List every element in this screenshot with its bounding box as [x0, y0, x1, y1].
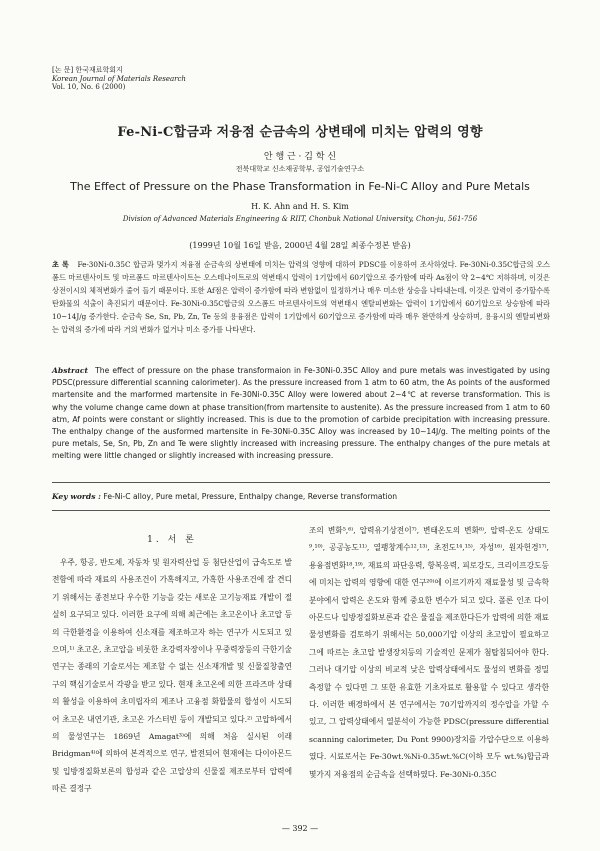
abstract-english-text: The effect of pressure on the phase transformaion in Fe-30Ni-0.35C Alloy and pure metals was investigated by using PDSC(pressure differential scanning calorimeter). As the pressure increased from 1 atm to 60 atm, the As points of the ausformed martensite and the marformed martensite in Fe-30Ni-0.35C Alloy were lowered about 2~4℃ at reverse transformation. This is why the volume change came down at phase transition(from martensite to austenite). As the pressure increased from 1 atm to 60 atm, Af points were constant or slightly increased. This is due to the promotion of carbide precipitation with increasing pressure. The enthalpy change of the ausformed martensite in Fe-30Ni-0.35C Alloy was increased by 10~14J/g. The melting points of the pure metals, Se, Sn, Pb, Zn and Te were slightly increased with increasing pressure. The enthalpy changes of the pure metals at melting were little changed or slightly increased with increasing pressure.: [52, 366, 550, 461]
keywords-bottom-divider: [52, 510, 550, 511]
keywords-top-divider: [52, 482, 550, 483]
keywords-label: Key words :: [52, 492, 101, 501]
title-english: The Effect of Pressure on the Phase Transformation in Fe-Ni-C Alloy and Pure Metals: [70, 180, 530, 193]
authors-english: H. K. Ahn and H. S. Kim: [251, 202, 349, 211]
abstract-korean-text: Fe-30Ni-0.35C 합금과 몇가지 저융점 순금속의 상변태에 미치는 압력의 영향에 대하여 PDSC를 이용하여 조사하였다. Fe-30Ni-0.35C합금의 오스폼드 마르텐사이트 및 마르폼드 마르텐사이트는 오스테나이트로의 역변태시 압력이 1기압에서 60기압으로 증가함에 따라 As점이 약 2~4℃ 저하하며, 이것은 상전이시의 체적변화가 줄어 들기 때문이다. 또한 Af점은 압력이 증가함에 따라 변함없이 일정하거나 매우 미소한 상승을 나타내는데, 이것은 압력이 증가할수록 탄화물의 석출이 촉진되기 때문이다. Fe-30Ni-0.35C합금의 오스폼드 마르텐사이트의 역변태시 엔탈피변화는 압력이 1기압에서 60기압으로 상승함에 따라 10~14J/g 증가한다. 순금속 Se, Sn, Pb, Zn, Te 등의 용융점은 압력이 1기압에서 60기압으로 증가함에 따라 매우 완만하게 상승하며, 용융시의 엔탈피변화는 압력의 증가에 따라 거의 변화가 없거나 미소 증가를 나타낸다.: [52, 260, 550, 334]
affiliation-korean: 전북대학교 신소재공학부, 공업기술연구소: [235, 165, 365, 173]
page-number: — 392 —: [281, 824, 319, 833]
journal-volume: Vol. 10, No. 6 (2000): [52, 83, 126, 92]
journal-tag: [논 문] 한국재료학회지: [52, 66, 123, 74]
abstract-english: [52, 365, 550, 463]
body-paragraph: 조의 변화⁵,⁶⁾, 압력유기상전이⁷⁾, 변태온도의 변화⁸⁾, 압력-온도 상태도⁹,¹⁰⁾, 공공농도¹¹⁾, 열팽창계수¹²,¹³⁾, 초전도¹⁴,¹⁵⁾, 자성¹⁶⁾, 원자헌경¹⁷⁾, 용융점변화¹⁸,¹⁹⁾, 재료의 파단응력, 항복응력, 피로강도, 크리이프강도등에 미치는 압력의 영향에 대한 연구²⁰⁾에 이르기까지 재료물성 및 금속학분야에서 압력은 온도와 함께 중요한 변수가 되고 있다. 폴론 인조 다이아몬드나 입방정질화보론과 같은 물질을 제조한다든가 압력에 의한 재료물성변화를 검토하기 위해서는 50,000기압 이상의 초고압이 필요하고 그에 따르는 초고압 발생장치등의 기술적인 문제가 첨탑침되어야 한다. 그러나 대기압 이상의 비교적 낮은 압력상태에서도 물성의 변화를 정밀 측정할 수 있다면 그 또한 유효한 기초자료로 활용할 수 있다고 생각한다. 이러한 배경하에서 본 연구에서는 70기압까지의 정수압을 가할 수 있고, 그 압력상태에서 열분석이 가능한 PDSC(pressure differential scanning calorimeter, Du Pont 9900)장치를 가압수단으로 이용하였다. 시료로서는 Fe-30wt.%Ni-0.35wt.%C(이하 모두 wt.%)합금과 몇가지 저융점의 순금속을 선택하였다. Fe-30Ni-0.35C: [309, 526, 549, 779]
abstract-korean: [52, 258, 550, 336]
body-paragraph: 우주, 항공, 반도체, 자동차 및 원자력산업 등 첨단산업이 급속도로 발전함에 따라 재료의 사용조건이 가혹해지고, 가혹한 사용조건에 잘 견디기 위해서는 종전보다 우수한 기능을 갖는 새로운 고기능재료 개발이 절실히 요구되고 있다. 이러한 요구에 의해 최근에는 초고온이나 초고압 등의 극한환경을 이용하여 신소재를 제조하고자 하는 연구가 시도되고 있으며,¹⁾ 초고온, 초고압을 비롯한 초강력자장이나 무중력장등의 극한기술 연구는 종래의 기술로서는 제조할 수 없는 신소재개발 및 신물질창출연구의 핵심기술로서 각광을 받고 있다. 현재 초고온에 의한 프라즈마 상태의 활성을 이용하여 초미립자의 제조나 고융점 화합물의 합성이 시도되어 초고온 내연기관, 초고온 가스터빈 등이 개발되고 있다.²⁾ 고압하에서의 물성연구는 1869년 Amagat³⁾에 의해 처음 실시된 이래 Bridgman⁴⁾에 의하여 본격적으로 연구, 발전되어 현재에는 다이아몬드 및 입방정질화보론의 합성과 같은 고압상의 신물질 제조로부터 압력에 따른 결정구: [52, 558, 292, 794]
section-heading-introduction: 1. 서 론: [147, 535, 197, 545]
abstract-korean-label: 초 록: [52, 260, 69, 269]
abstract-english-label: Abstract: [52, 366, 89, 375]
body-column-left: [52, 522, 292, 798]
journal-header: [52, 66, 186, 92]
keywords: [52, 492, 550, 501]
body-column-right: [309, 522, 549, 783]
affiliation-english: Division of Advanced Materials Engineering & RIIT, Chonbuk National University, Chon-ju, 561-756: [122, 215, 478, 223]
authors-korean: 안 행 근 · 김 학 신: [263, 152, 337, 162]
journal-name-en: Korean Journal of Materials Research: [52, 74, 186, 83]
title-korean: Fe-Ni-C합금과 저융점 순금속의 상변태에 미치는 압력의 영향: [117, 125, 483, 140]
received-dates: (1999년 10월 16일 받음, 2000년 4월 28일 최종수정본 받음): [189, 241, 411, 250]
keywords-text: Fe-Ni-C alloy, Pure metal, Pressure, Enthalpy change, Reverse transformation: [103, 492, 398, 501]
